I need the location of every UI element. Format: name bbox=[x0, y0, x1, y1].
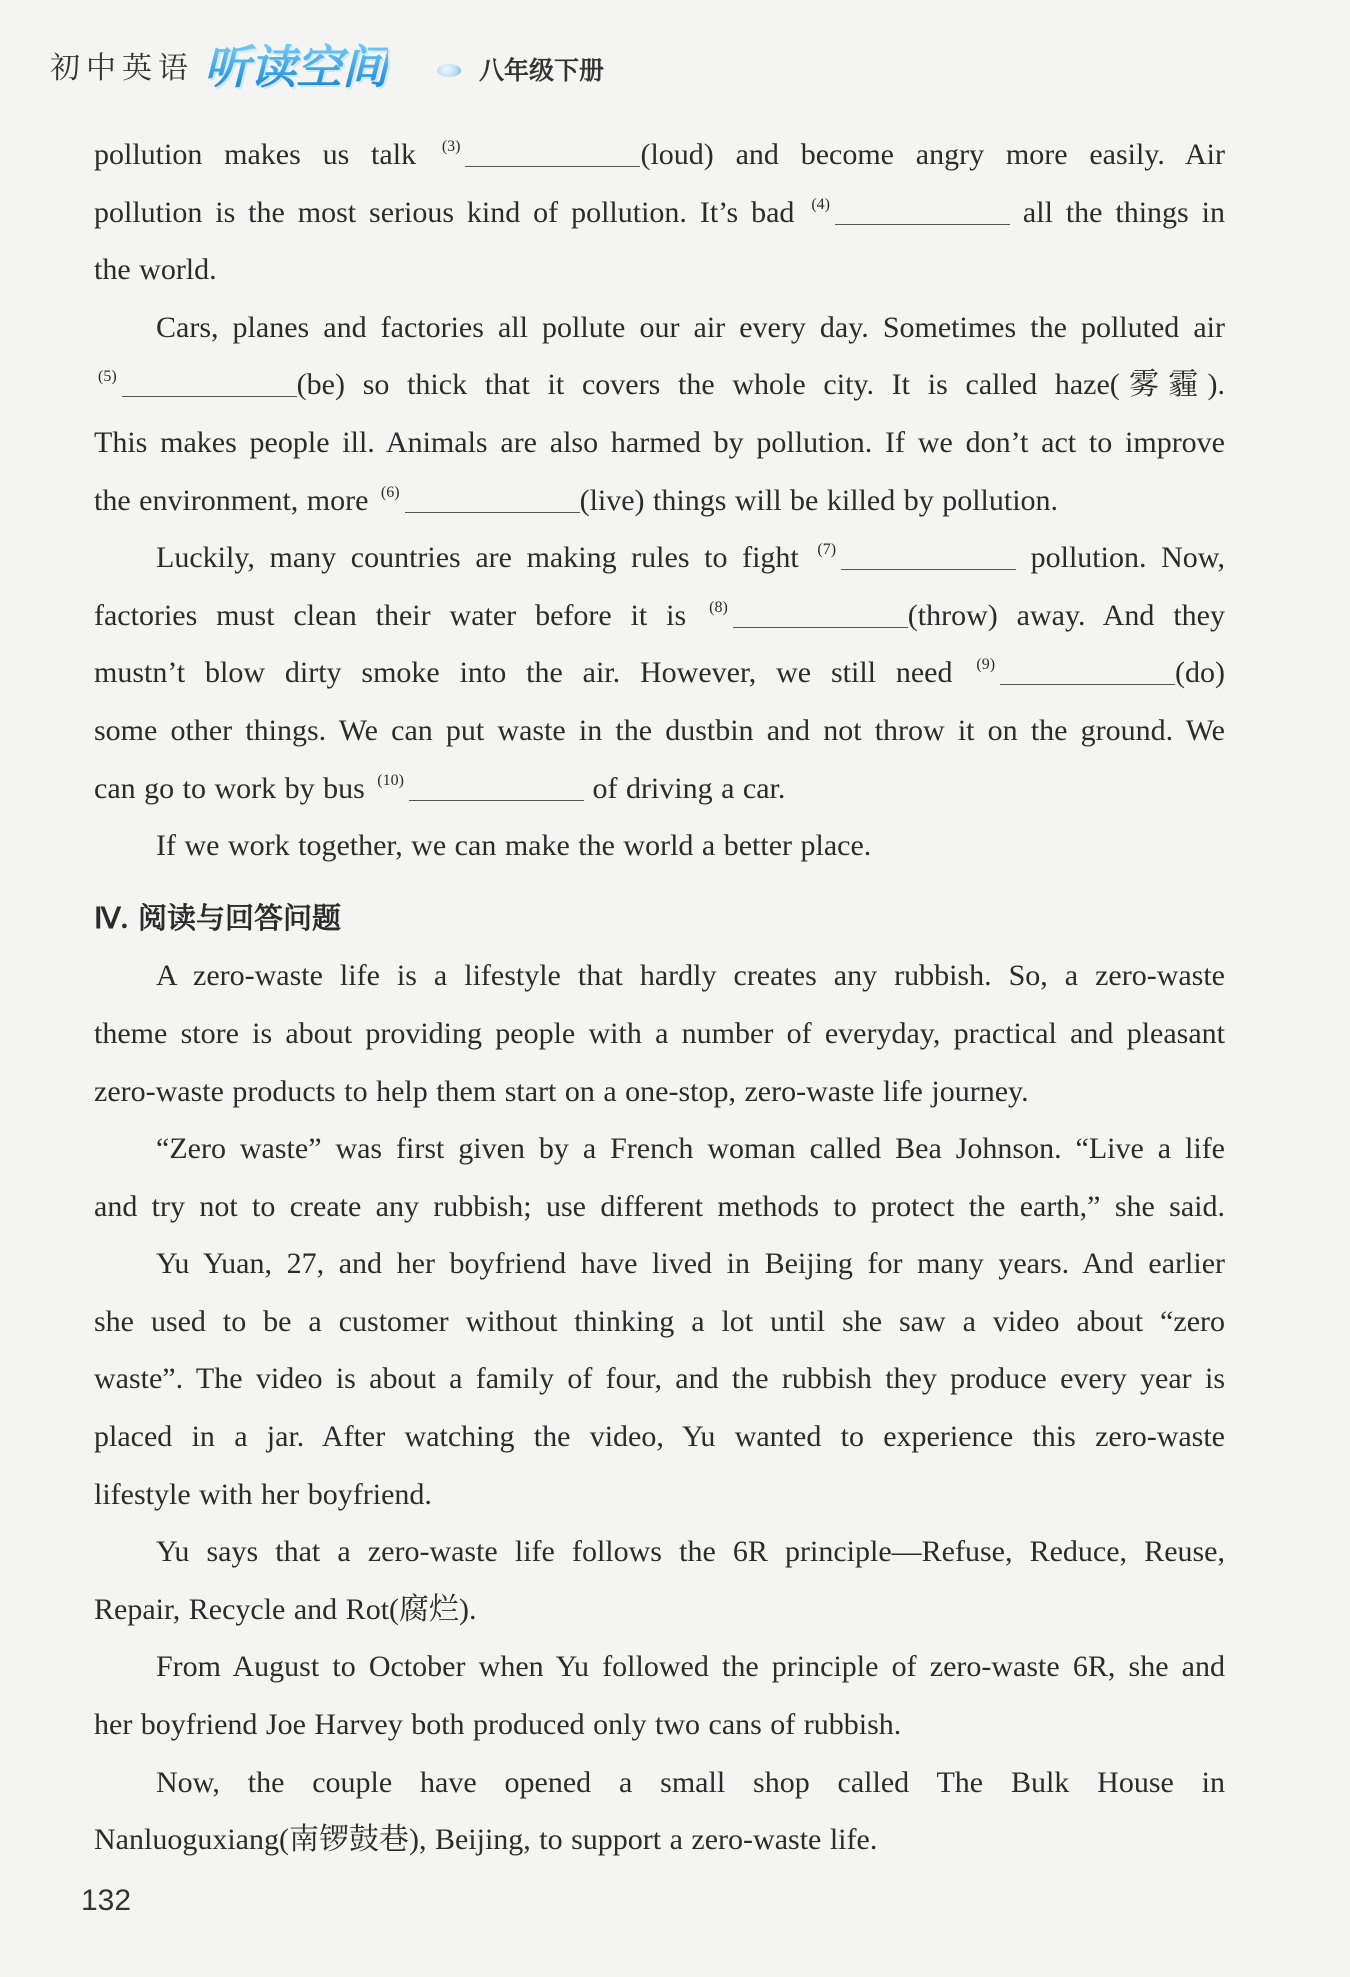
text-run: (do) bbox=[1175, 656, 1225, 690]
blank-number: (3) bbox=[441, 138, 461, 155]
blank-number: (6) bbox=[380, 483, 400, 501]
text-line bbox=[94, 126, 1225, 184]
text-run: (be) so thick that it covers the whole city. It is called haze(雾霾). bbox=[296, 368, 1225, 402]
line-content bbox=[94, 772, 785, 805]
text-line bbox=[94, 817, 1225, 875]
cloze-passage bbox=[94, 126, 1225, 875]
line-content: Cars, planes and factories all pollute our air every day. Sometimes the polluted air bbox=[156, 310, 1225, 344]
text-line bbox=[94, 587, 1225, 645]
column-logo: 听读空间 bbox=[204, 40, 388, 94]
line-content bbox=[156, 541, 1225, 574]
line-content bbox=[94, 138, 1225, 171]
line-content: Repair, Recycle and Rot(腐烂). bbox=[94, 1592, 477, 1626]
text-line bbox=[94, 1063, 1225, 1121]
blank-number: (4) bbox=[811, 195, 830, 213]
line-content: “Zero waste” was first given by a French woman called Bea Johnson. “Live a life bbox=[156, 1132, 1225, 1166]
paragraph bbox=[94, 299, 1225, 529]
line-content: placed in a jar. After watching the video, Yu wanted to experience this zero-waste bbox=[94, 1420, 1225, 1454]
text-line bbox=[94, 1811, 1225, 1869]
text-run: can go to work by bus bbox=[94, 771, 374, 805]
text-run: pollution. Now, bbox=[1016, 541, 1225, 575]
text-line bbox=[94, 299, 1225, 357]
page-number: 132 bbox=[81, 1884, 132, 1917]
blank-number: (9) bbox=[976, 656, 996, 674]
text-line bbox=[94, 702, 1225, 760]
answer-blank bbox=[841, 549, 1016, 570]
answer-blank bbox=[465, 146, 640, 167]
text-line bbox=[94, 1466, 1225, 1524]
paragraph bbox=[94, 529, 1225, 817]
answer-blank bbox=[122, 376, 297, 397]
text-run: factories must clean their water before it is bbox=[94, 598, 706, 632]
line-content bbox=[94, 599, 1225, 632]
line-content: A zero-waste life is a lifestyle that hardly creates any rubbish. So, a zero-waste bbox=[156, 959, 1225, 993]
line-content: lifestyle with her boyfriend. bbox=[94, 1477, 432, 1511]
text-line bbox=[94, 947, 1225, 1005]
text-line bbox=[94, 1350, 1225, 1408]
line-content: Yu Yuan, 27, and her boyfriend have lived in Beijing for many years. And earlier bbox=[156, 1247, 1225, 1281]
text-line bbox=[94, 472, 1225, 530]
text-line bbox=[94, 1235, 1225, 1293]
text-run: (throw) away. And they bbox=[907, 598, 1225, 632]
text-line bbox=[94, 1178, 1225, 1236]
text-line bbox=[94, 1696, 1225, 1754]
text-line bbox=[94, 529, 1225, 587]
text-line bbox=[94, 1293, 1225, 1351]
paragraph bbox=[94, 817, 1225, 875]
line-content: the world. bbox=[94, 253, 217, 287]
answer-blank bbox=[835, 204, 1010, 225]
blank-number: (7) bbox=[817, 541, 837, 559]
line-content: If we work together, we can make the world a better place. bbox=[156, 829, 872, 863]
section-heading bbox=[94, 890, 1225, 948]
text-run: mustn’t blow dirty smoke into the air. However, we still need bbox=[94, 656, 973, 690]
text-run: (loud) and become angry more easily. Air bbox=[640, 138, 1225, 171]
answer-blank bbox=[1000, 664, 1175, 685]
line-content: waste”. The video is about a family of four, and the rubbish they produce every year is bbox=[94, 1362, 1225, 1396]
line-content: she used to be a customer without thinking a lot until she saw a video about “zero bbox=[94, 1304, 1225, 1338]
blank-number: (8) bbox=[709, 598, 728, 616]
section-title: 阅读与回答问题 bbox=[138, 900, 342, 935]
line-content bbox=[94, 656, 1225, 689]
paragraph bbox=[94, 947, 1225, 1120]
line-content: zero-waste products to help them start on a one-stop, zero-waste life journey. bbox=[94, 1074, 1029, 1108]
text-run: (live) things will be killed by pollution. bbox=[579, 483, 1059, 517]
text-run: Luckily, many countries are making rules to fight bbox=[156, 541, 814, 575]
paragraph bbox=[94, 1120, 1225, 1235]
text-line bbox=[94, 1120, 1225, 1178]
line-content: Now, the couple have opened a small shop called The Bulk House in bbox=[156, 1765, 1225, 1799]
paragraph bbox=[94, 1235, 1225, 1523]
section-number: Ⅳ. bbox=[94, 902, 129, 935]
line-content: Nanluoguxiang(南锣鼓巷), Beijing, to support a zero-waste life. bbox=[94, 1823, 878, 1857]
text-line bbox=[94, 184, 1225, 242]
text-line bbox=[94, 241, 1225, 299]
text-run: the environment, more bbox=[94, 483, 377, 517]
line-content bbox=[94, 484, 1058, 517]
text-run: pollution makes us talk bbox=[94, 138, 438, 171]
text-line bbox=[94, 356, 1225, 414]
line-content: From August to October when Yu followed the principle of zero-waste 6R, she and bbox=[156, 1650, 1225, 1684]
answer-blank bbox=[733, 607, 908, 628]
text-line bbox=[94, 644, 1225, 702]
answer-blank bbox=[409, 780, 584, 801]
line-content: This makes people ill. Animals are also harmed by pollution. If we don’t act to improve bbox=[94, 425, 1225, 459]
line-content: some other things. We can put waste in the dustbin and not throw it on the ground. We bbox=[94, 713, 1225, 747]
text-line bbox=[94, 414, 1225, 472]
text-run: pollution is the most serious kind of pollution. It’s bad bbox=[94, 195, 808, 229]
text-run: of driving a car. bbox=[583, 771, 786, 805]
text-line bbox=[94, 1005, 1225, 1063]
text-line bbox=[94, 1581, 1225, 1639]
paragraph bbox=[94, 1638, 1225, 1753]
text-line bbox=[94, 760, 1225, 818]
answer-blank bbox=[405, 492, 580, 513]
text-line bbox=[94, 1638, 1225, 1696]
line-content bbox=[94, 368, 1225, 401]
page-content bbox=[94, 126, 1225, 1869]
reading-passage bbox=[94, 947, 1225, 1869]
bullet-icon bbox=[437, 64, 461, 77]
line-content: theme store is about providing people with a number of everyday, practical and pleasant bbox=[94, 1016, 1225, 1050]
paragraph bbox=[94, 1523, 1225, 1638]
text-line bbox=[94, 1523, 1225, 1581]
paragraph bbox=[94, 1754, 1225, 1869]
line-content: her boyfriend Joe Harvey both produced only two cans of rubbish. bbox=[94, 1708, 902, 1742]
line-content: and try not to create any rubbish; use different methods to protect the earth,” she said. bbox=[94, 1189, 1225, 1223]
blank-number: (10) bbox=[377, 771, 404, 789]
grade-label: 八年级下册 bbox=[479, 56, 605, 85]
line-content bbox=[94, 196, 1225, 229]
text-line bbox=[94, 1408, 1225, 1466]
line-content: Yu says that a zero-waste life follows the 6R principle—Refuse, Reduce, Reuse, bbox=[156, 1535, 1225, 1569]
series-title: 初中英语 bbox=[50, 51, 194, 86]
text-run: all the things in bbox=[1010, 195, 1225, 229]
blank-number: (5) bbox=[98, 368, 117, 386]
text-line bbox=[94, 1754, 1225, 1812]
paragraph bbox=[94, 126, 1225, 299]
